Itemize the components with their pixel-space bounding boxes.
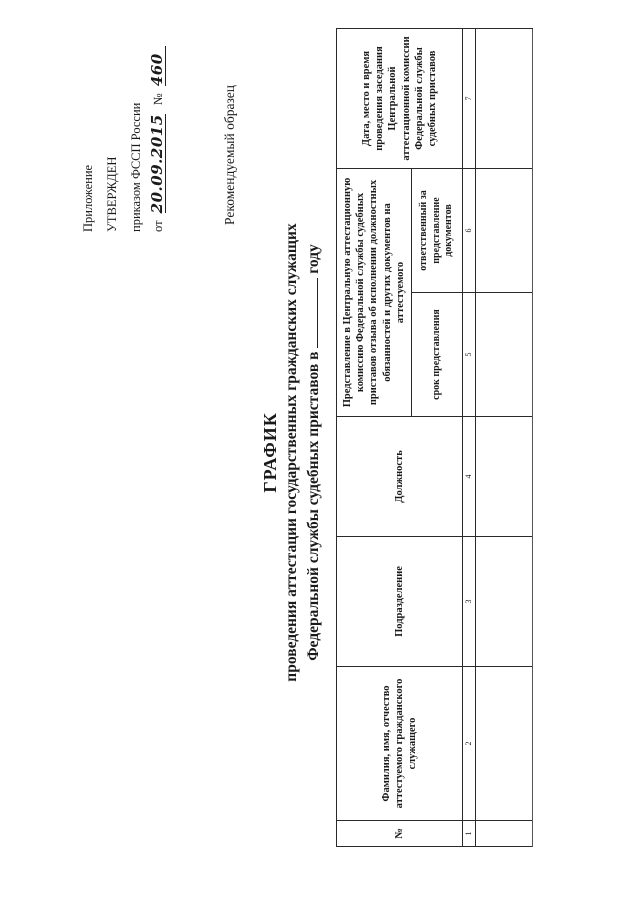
column-number: 1 [463, 821, 476, 847]
column-number: 7 [463, 28, 476, 168]
attestation-schedule-table [336, 28, 533, 847]
table-cell [476, 293, 533, 417]
table-cell [476, 168, 533, 292]
table-cell [476, 537, 533, 667]
header-commission-meeting: Дата, место и время проведения заседания Центральной аттестационной комиссии Федеральной службы судебных приставов [337, 28, 463, 168]
header-position: Должность [337, 417, 463, 537]
title-year-line-end: году [305, 244, 322, 274]
title-year-line [303, 0, 323, 905]
order-number: 460 [148, 53, 166, 87]
header-division: Подразделение [337, 537, 463, 667]
order-date-line [150, 46, 166, 232]
recommended-sample-label: Рекомендуемый образец [222, 84, 237, 225]
number-sign: № [151, 93, 165, 106]
appendix-label: Приложение [81, 164, 95, 232]
table-cell [476, 417, 533, 537]
approved-label: УТВЕРЖДЕН [105, 156, 119, 232]
header-submission-responsible: ответственный за представление документов [412, 168, 463, 292]
header-submission-deadline: срок представления [412, 293, 463, 417]
order-label: приказом ФССП России [129, 102, 143, 232]
column-number: 3 [463, 537, 476, 667]
column-number: 5 [463, 293, 476, 417]
title-year-line-start: Федеральной службы судебных приставов в [305, 351, 322, 661]
title-subline: проведения аттестации государственных гражданских служащих [283, 223, 300, 682]
table-cell [476, 821, 533, 847]
page-title: ГРАФИК [260, 412, 280, 493]
header-submission: Представление в Центральную аттестационную комиссию Федеральной службы судебных приставов отзыва об исполнении должностных обязанностей и других документов на аттестуемого [337, 168, 412, 416]
order-date: 20.09.2015 [148, 114, 166, 214]
header-full-name: Фамилия, имя, отчество аттестуемого гражданского служащего [337, 667, 463, 821]
from-prefix: от [151, 220, 165, 232]
table-cell [476, 667, 533, 821]
table-cell [476, 28, 533, 168]
year-blank-field [303, 278, 318, 348]
header-number: № [337, 821, 463, 847]
column-number: 2 [463, 667, 476, 821]
table-bottom-rule [532, 29, 533, 847]
column-number: 4 [463, 417, 476, 537]
column-number: 6 [463, 168, 476, 292]
